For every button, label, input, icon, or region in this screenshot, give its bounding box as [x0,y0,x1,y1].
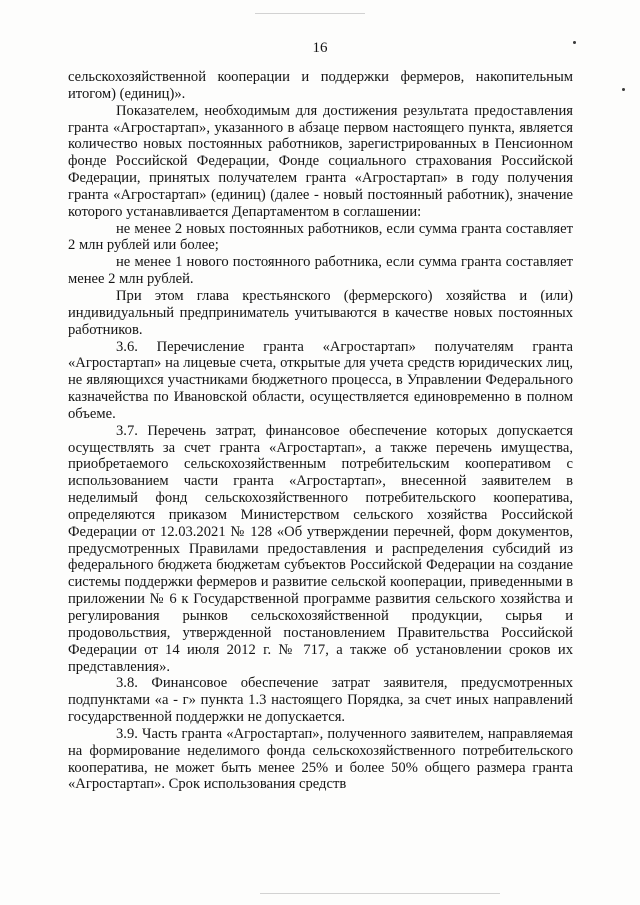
scan-mark-edge [622,88,625,91]
paragraph: не менее 2 новых постоянных работников, если сумма гранта составляет 2 млн рублей или более; [68,220,573,254]
paragraph: 3.8. Финансовое обеспечение затрат заявителя, предусмотренных подпунктами «а - г» пункта 1.3 настоящего Порядка, за счет иных направлений государственной поддержки не допускается. [68,675,573,726]
scan-artifact-bottom [260,893,500,894]
paragraph: 3.6. Перечисление гранта «Агростартап» получателям гранта «Агростартап» на лицевые счета, открытые для учета средств юридических лиц, не являющихся участниками бюджетного процесса, в Управлении Федерального казначейства по Ивановской области, осуществляется единовременно в полном объеме. [68,338,573,422]
paragraph: сельскохозяйственной кооперации и поддержки фермеров, накопительным итогом) (единиц)». [68,69,573,102]
paragraph: Показателем, необходимым для достижения результата предоставления гранта «Агростартап», указанного в абзаце первом настоящего пункта, является количество новых постоянных работников, зарегистрированных в Пенсионном фонде Российской Федерации, Фонде социального страхования Российской Федерации, принятых получателем гранта «Агростартап» в году получения гранта «Агростартап» (единиц) (далее - новый постоянный работник), значение которого устанавливается Департаментом в соглашении: [68,102,573,220]
paragraph: 3.9. Часть гранта «Агростартап», полученного заявителем, направляемая на формирование неделимого фонда сельскохозяйственного потребительского кооператива, не может быть менее 25% и более 50% общего размера гранта «Агростартап». Срок использования средств [68,725,573,793]
paragraph: не менее 1 нового постоянного работника, если сумма гранта составляет менее 2 млн рублей. [68,254,573,288]
paragraph: При этом глава крестьянского (фермерского) хозяйства и (или) индивидуальный предприниматель учитываются в качестве новых постоянных работников. [68,287,573,338]
body-text [68,69,573,793]
paragraph: 3.7. Перечень затрат, финансовое обеспечение которых допускается осуществлять за счет гранта «Агростартап», а также перечень имущества, приобретаемого сельскохозяйственным потребительским кооперативом с использованием части гранта «Агростартап», внесенной заявителем в неделимый фонд сельскохозяйственного потребительского кооператива, определяются приказом Министерством сельского хозяйства Российской Федерации от 12.03.2021 № 128 «Об утверждении перечней, форм документов, предусмотренных Правилами предоставления и распределения субсидий из федерального бюджета бюджетам субъектов Российской Федерации на создание системы поддержки фермеров и развитие сельской кооперации, приведенными в приложении № 6 к Государственной программе развития сельского хозяйства и регулирования рынков сельскохозяйственной продукции, сырья и продовольствия, утвержденной постановлением Правительства Российской Федерации от 14 июля 2012 г. № 717, а также об установлении сроков их представления». [68,422,573,675]
scan-artifact-top [255,13,365,14]
page-number: 16 [312,40,328,56]
